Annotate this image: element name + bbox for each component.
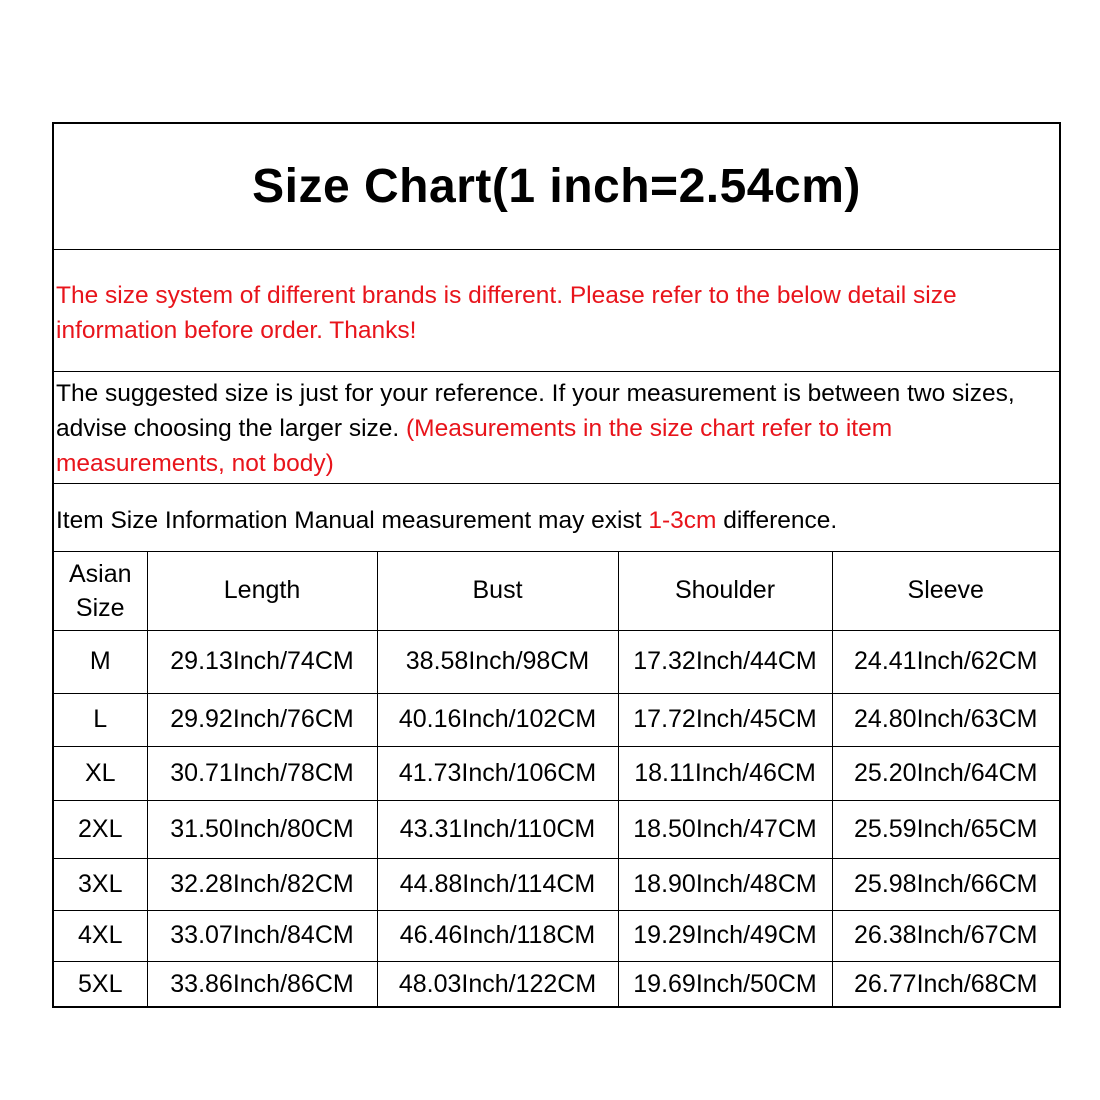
length-cell: 31.50Inch/80CM [147, 800, 377, 858]
sleeve-cell: 26.38Inch/67CM [832, 910, 1059, 961]
bust-cell: 44.88Inch/114CM [377, 858, 618, 910]
bust-cell: 41.73Inch/106CM [377, 746, 618, 800]
sleeve-cell: 24.80Inch/63CM [832, 693, 1059, 746]
suggestion-text [56, 376, 1045, 481]
bust-cell: 38.58Inch/98CM [377, 630, 618, 693]
manual-text-before: Item Size Information Manual measurement may exist [56, 507, 649, 534]
table-row [54, 693, 1059, 746]
sleeve-cell: 25.59Inch/65CM [832, 800, 1059, 858]
shoulder-cell: 17.32Inch/44CM [618, 630, 832, 693]
length-cell: 33.07Inch/84CM [147, 910, 377, 961]
sleeve-cell: 25.20Inch/64CM [832, 746, 1059, 800]
size-cell: 5XL [54, 961, 147, 1007]
page-title: Size Chart(1 inch=2.54cm) [252, 160, 861, 213]
size-table-wrapper [54, 552, 1059, 1007]
sleeve-cell: 25.98Inch/66CM [832, 858, 1059, 910]
size-cell: M [54, 630, 147, 693]
suggestion-text-black: The suggested size is just for your reference. If your measurement is between two sizes, advise choosing the larger size. [56, 380, 1015, 442]
column-header-asian-size [54, 552, 147, 630]
bust-cell: 43.31Inch/110CM [377, 800, 618, 858]
length-cell: 32.28Inch/82CM [147, 858, 377, 910]
shoulder-cell: 17.72Inch/45CM [618, 693, 832, 746]
length-cell: 29.92Inch/76CM [147, 693, 377, 746]
length-cell: 30.71Inch/78CM [147, 746, 377, 800]
size-cell: L [54, 693, 147, 746]
notice-section [54, 250, 1059, 372]
column-header-bust: Bust [377, 552, 618, 630]
table-row [54, 961, 1059, 1007]
size-table [54, 552, 1059, 1007]
asian-size-header-text: Asian Size [68, 559, 132, 622]
manual-tolerance: 1-3cm [648, 507, 717, 534]
suggestion-text-red: (Measurements in the size chart refer to item measurements, not body) [56, 415, 893, 477]
manual-measurement-text [56, 503, 1045, 538]
table-row [54, 800, 1059, 858]
manual-measurement-section [54, 484, 1059, 552]
shoulder-cell: 19.69Inch/50CM [618, 961, 832, 1007]
shoulder-cell: 19.29Inch/49CM [618, 910, 832, 961]
brand-size-notice: The size system of different brands is different. Please refer to the below detail size information before order. Thanks! [56, 282, 957, 344]
column-header-shoulder: Shoulder [618, 552, 832, 630]
table-header-row [54, 552, 1059, 630]
shoulder-cell: 18.50Inch/47CM [618, 800, 832, 858]
length-cell: 29.13Inch/74CM [147, 630, 377, 693]
title-section [54, 124, 1059, 250]
suggestion-section [54, 372, 1059, 484]
size-cell: 2XL [54, 800, 147, 858]
size-cell: 3XL [54, 858, 147, 910]
column-header-sleeve: Sleeve [832, 552, 1059, 630]
shoulder-cell: 18.90Inch/48CM [618, 858, 832, 910]
bust-cell: 40.16Inch/102CM [377, 693, 618, 746]
manual-text-after: difference. [716, 507, 838, 534]
bust-cell: 48.03Inch/122CM [377, 961, 618, 1007]
size-cell: XL [54, 746, 147, 800]
bust-cell: 46.46Inch/118CM [377, 910, 618, 961]
table-row [54, 910, 1059, 961]
table-row [54, 746, 1059, 800]
column-header-length: Length [147, 552, 377, 630]
size-cell: 4XL [54, 910, 147, 961]
shoulder-cell: 18.11Inch/46CM [618, 746, 832, 800]
sleeve-cell: 26.77Inch/68CM [832, 961, 1059, 1007]
table-row [54, 630, 1059, 693]
length-cell: 33.86Inch/86CM [147, 961, 377, 1007]
size-chart-sheet [52, 122, 1061, 1008]
table-row [54, 858, 1059, 910]
sleeve-cell: 24.41Inch/62CM [832, 630, 1059, 693]
